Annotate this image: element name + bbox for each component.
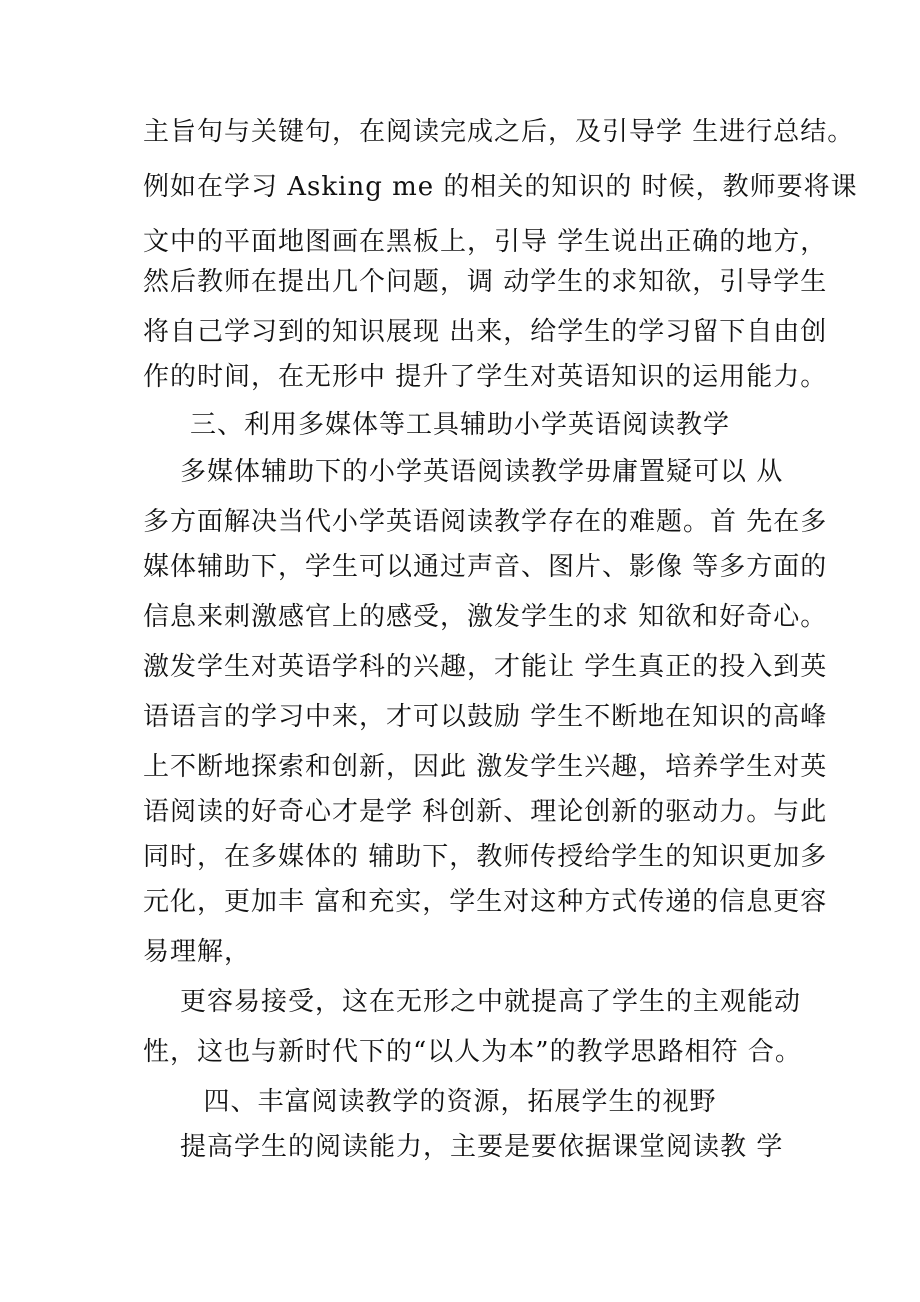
paragraph-2-line-3: 媒体辅助下，学生可以通过声音、图片、影像 等多方面的 (143, 552, 828, 582)
paragraph-2-line-4: 信息来刺激感官上的感受，激发学生的求 知欲和好奇心。 (143, 602, 828, 632)
paragraph-2-line-9: 同时，在多媒体的 辅助下，教师传授给学生的知识更加多 (143, 842, 828, 872)
paragraph-1-line-3: 文中的平面地图画在黑板上，引导 学生说出正确的地方， (143, 227, 828, 257)
paragraph-1-line-5: 将自己学习到的知识展现 出来，给学生的学习留下自由创 (143, 317, 828, 347)
paragraph-1-line-6: 作的时间，在无形中 提升了学生对英语知识的运用能力。 (143, 362, 828, 392)
paragraph-3-line-2: 性，这也与新时代下的“以人为本”的教学思路相符 合。 (143, 1037, 802, 1067)
section-heading-4: 四、丰富阅读教学的资源，拓展学生的视野 (203, 1087, 717, 1117)
paragraph-2-line-10: 元化，更加丰 富和充实，学生对这种方式传递的信息更容 (143, 887, 828, 917)
paragraph-2-line-7: 上不断地探索和创新，因此 激发学生兴趣，培养学生对英 (143, 752, 828, 782)
paragraph-2-line-6: 语语言的学习中来，才可以鼓励 学生不断地在知识的高峰 (143, 702, 828, 732)
section-heading-3: 三、利用多媒体等工具辅助小学英语阅读教学 (189, 410, 730, 440)
paragraph-2-line-11: 易理解， (143, 937, 252, 967)
paragraph-2-line-1: 多媒体辅助下的小学英语阅读教学毋庸置疑可以 从 (143, 457, 784, 487)
paragraph-1-line-1: 主旨句与关键句，在阅读完成之后，及引导学 生进行总结。 (143, 117, 855, 147)
paragraph-2-line-8: 语阅读的好奇心才是学 科创新、理论创新的驱动力。与此 (143, 797, 828, 827)
paragraph-2-line-2: 多方面解决当代小学英语阅读教学存在的难题。首 先在多 (143, 507, 828, 537)
paragraph-1-line-2: 例如在学习 Asking me 的相关的知识的 时候，教师要将课 (143, 172, 858, 202)
paragraph-2-line-5: 激发学生对英语学科的兴趣，才能让 学生真正的投入到英 (143, 652, 828, 682)
paragraph-3-line-1: 更容易接受，这在无形之中就提高了学生的主观能动 (143, 987, 802, 1017)
paragraph-4-line-1: 提高学生的阅读能力，主要是要依据课堂阅读教 学 (143, 1132, 784, 1162)
paragraph-1-line-4: 然后教师在提出几个问题，调 动学生的求知欲，引导学生 (143, 267, 828, 297)
